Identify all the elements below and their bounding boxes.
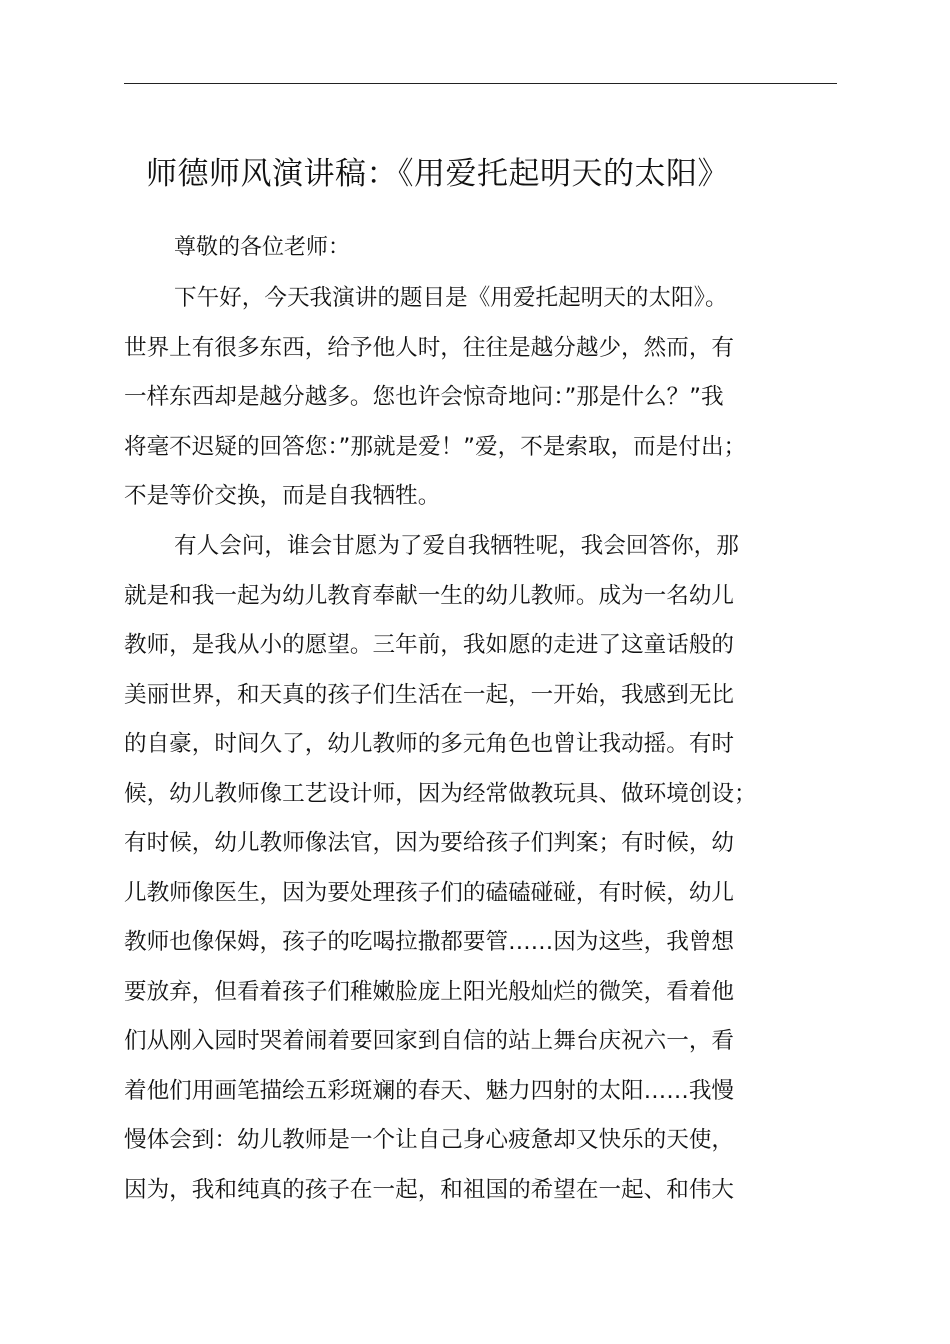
document-title: 师德师风演讲稿：《用爱托起明天的太阳》 (146, 156, 729, 192)
paragraph-line: 美丽世界，和天真的孩子们生活在一起，一开始，我感到无比 (124, 681, 735, 708)
paragraph-line: 有人会问，谁会甘愿为了爱自我牺牲呢，我会回答你，那 (174, 533, 739, 559)
paragraph-line: 候，幼儿教师像工艺设计师，因为经常做教玩具、做环境创设； (124, 780, 757, 807)
paragraph-line: 的自豪，时间久了，幼儿教师的多元角色也曾让我动摇。有时 (124, 731, 735, 757)
paragraph-line: 教师也像保姆，孩子的吃喝拉撒都要管……因为这些，我曾想 (124, 929, 735, 955)
paragraph-2 (124, 522, 864, 1215)
paragraph-line: 着他们用画笔描绘五彩斑斓的春天、魅力四射的太阳……我慢 (124, 1077, 735, 1104)
paragraph-line: 世界上有很多东西，给予他人时，往往是越分越少，然而，有 (124, 334, 735, 361)
header-rule (124, 83, 837, 84)
paragraph-line: 慢体会到：幼儿教师是一个让自己身心疲惫却又快乐的天使， (124, 1127, 735, 1153)
paragraph-line: 不是等价交换，而是自我牺牲。 (124, 483, 441, 509)
paragraph-line: 儿教师像医生，因为要处理孩子们的磕磕碰碰，有时候，幼儿 (124, 879, 735, 906)
paragraph-line: 们从刚入园时哭着闹着要回家到自信的站上舞台庆祝六一，看 (124, 1028, 735, 1054)
paragraph-line: 将毫不迟疑的回答您：”那就是爱！”爱，不是索取，而是付出； (124, 433, 747, 460)
paragraph-line: 因为，我和纯真的孩子在一起，和祖国的希望在一起、和伟大 (124, 1176, 735, 1203)
paragraph-1 (124, 274, 864, 522)
paragraph-line: 教师，是我从小的愿望。三年前，我如愿的走进了这童话般的 (124, 632, 735, 658)
paragraph-line: 一样东西却是越分越多。您也许会惊奇地问：”那是什么？”我 (124, 384, 724, 410)
salutation: 尊敬的各位老师： (174, 235, 351, 260)
paragraph-line: 下午好，今天我演讲的题目是《用爱托起明天的太阳》。 (174, 285, 728, 311)
paragraph-line: 要放弃，但看着孩子们稚嫩脸庞上阳光般灿烂的微笑，看着他 (124, 978, 735, 1005)
paragraph-line: 有时候，幼儿教师像法官，因为要给孩子们判案；有时候，幼 (124, 830, 735, 856)
paragraph-line: 就是和我一起为幼儿教育奉献一生的幼儿教师。成为一名幼儿 (124, 582, 735, 609)
